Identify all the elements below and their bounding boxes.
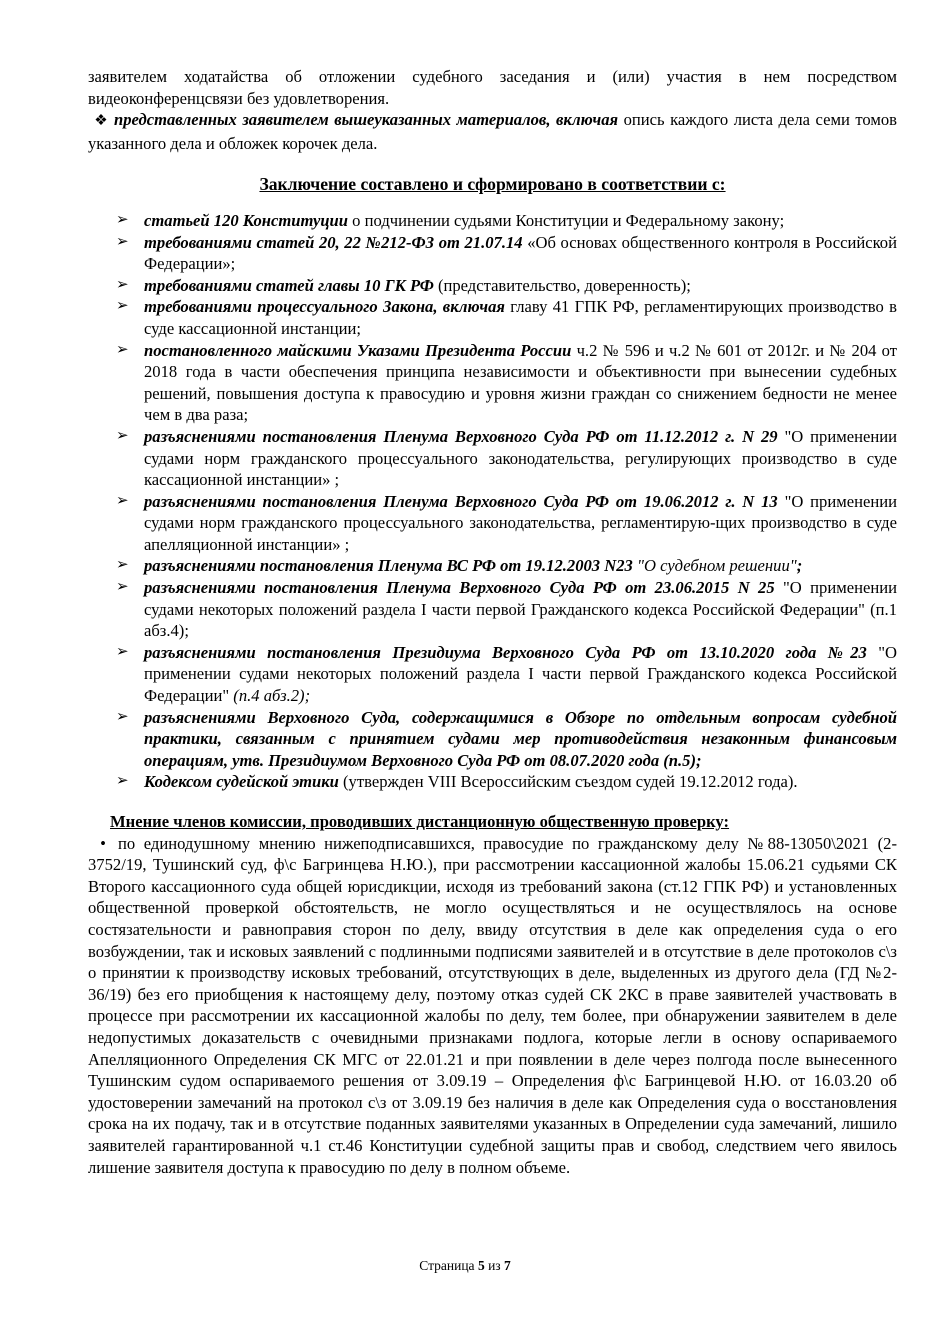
arrow-bullet-icon: ➢ [116, 579, 129, 596]
arrow-bullet-icon: ➢ [116, 557, 129, 574]
basis-list-item [116, 491, 897, 556]
opinion-text: по единодушному мнению нижеподписавшихся, правосудие по гражданскому делу №88-13050\2021 (2-3752/19, Тушинский суд, ф\с Багринцева Н.Ю.), при рассмотрении кассационной жалобы 15.06.21 судьями СК Второго кассационного суда общей юрисдикции, исходя из требований закона (ст.12 ГПК РФ) и установленных общественной проверкой обстоятельств, не могло осуществляться и не осуществлялось на основе состязательности и равноправия сторон по делу, ввиду отсутствия в деле как определения суда о его возбуждении, так и исковых заявлений с подлинными подписями заявителей и в отсутствие в деле протоколов с\з о принятии к производству исковых требований, отсутствующих в деле, выделенных из другого дела (ГД №2-36/19) без его приобщения к настоящему делу, поэтому отказ судей СК 2КС в праве заявителей участвовать в процессе при рассмотрении их кассационной жалобы по делу, тем более, при обнаружении заявителем в деле недопустимых доказательств с очевидными признаками подлога, которые легли в основу оспариваемого Апелляционного Определения СК МГС от 22.01.21 и при появлении в деле через полгода после вынесенного Тушинским судом оспариваемого решения от 3.09.19 – Определения ф\с Багринцевой Н.Ю. от 16.03.20 об удостоверении замечаний на протокол с\з от 3.09.19 без наличия в деле как Определения суда о восстановления срока на их подачу, так и в отсутствие поданных заявителями указанных в Определении суда замечаний, лишило заявителей гарантированной ч.1 ст.46 Конституции судебной защиты прав и свобод, следствием чего явилось лишение заявителя доступа к правосудию по делу в полном объеме. [88, 833, 897, 1177]
basis-list-item [116, 210, 897, 232]
diamond-bullet-icon: ❖ [94, 113, 108, 130]
basis-list-item [116, 275, 897, 297]
arrow-bullet-icon: ➢ [116, 643, 129, 660]
basis-item-bold: разъяснениями Верховного Суда, содержащимися в Обзоре по отдельным вопросам судебной практики, связанным с принятием судами мер противодействия незаконным финансовым операциям, утв. Президиумом Верховного Суда РФ от 08.07.2020 года (п.5); [144, 707, 897, 770]
basis-list-item [116, 232, 897, 275]
intro-item-bold: представленных заявителем вышеуказанных материалов, включая [114, 110, 619, 130]
basis-item-italic: (п.4 абз.2); [229, 686, 311, 706]
basis-item-bold: статьей 120 Конституции [144, 210, 349, 230]
conclusion-heading: Заключение составлено и сформировано в соответствии с: [259, 174, 726, 195]
page-footer [0, 1258, 930, 1274]
bullet-icon: • [100, 833, 106, 853]
basis-item-tail: ; [796, 556, 803, 576]
basis-item-bold: Кодексом судейской этики [144, 772, 339, 792]
basis-item-bold: разъяснениями постановления Пленума ВС РФ от 19.12.2003 N23 [144, 556, 633, 576]
basis-item-text: "О применении судами некоторых положений раздела I части первой Гражданского кодекса Российской Федерации" (п.1 абз.4); [144, 578, 897, 641]
document-page [88, 66, 897, 1178]
arrow-bullet-icon: ➢ [116, 708, 129, 725]
arrow-bullet-icon: ➢ [116, 773, 129, 790]
basis-item-bold: разъяснениями постановления Пленума Верховного Суда РФ от 19.06.2012 г. N 13 [144, 491, 778, 511]
basis-list-item [116, 577, 897, 642]
footer-of: из [488, 1258, 501, 1273]
basis-item-text: (утвержден VIII Всероссийским съездом судей 19.12.2012 года). [338, 772, 798, 792]
basis-list [88, 210, 897, 793]
basis-item-bold: разъяснениями постановления Пленума Верховного Суда РФ от 11.12.2012 г. N 29 [144, 426, 778, 446]
arrow-bullet-icon: ➢ [116, 211, 129, 228]
arrow-bullet-icon: ➢ [116, 341, 129, 358]
basis-item-text: "О применении судами норм гражданского процессуального законодательства, регулирующих производство в суде кассационной инстанции» ; [144, 426, 897, 490]
basis-list-item [116, 771, 897, 793]
arrow-bullet-icon: ➢ [116, 492, 129, 509]
basis-item-bold: разъяснениями постановления Президиума Верховного Суда РФ от 13.10.2020 года №23 [144, 642, 867, 662]
arrow-bullet-icon: ➢ [116, 276, 129, 293]
footer-page-number: 5 [477, 1258, 485, 1273]
basis-item-bold: требованиями статей 20, 22 №212-ФЗ от 21.07.14 [144, 232, 523, 252]
basis-item-bold: требованиями статей главы 10 ГК РФ [144, 275, 434, 295]
basis-item-text: ч.2 № 596 и ч.2 № 601 от 2012г. и № 204 от 2018 года в части обеспечения принципа независимости и объективности при вынесении судебных решений, повышения доступа к правосудию и уровня жизни граждан со снижением бедности не менее чем в два раза; [144, 340, 898, 425]
basis-list-item [116, 340, 897, 426]
intro-item [88, 109, 897, 154]
basis-list-item [116, 296, 897, 339]
basis-item-text: "О применении судами норм гражданского процессуального законодательства, регламентирую-щих производство в суде апелляционной инстанции» ; [144, 491, 897, 554]
opinion-heading: Мнение членов комиссии, проводивших дистанционную общественную проверку: [110, 812, 730, 831]
footer-page-total: 7 [504, 1258, 511, 1273]
basis-item-text: главу 41 ГПК РФ, регламентирующих производство в суде кассационной инстанции; [144, 297, 897, 338]
intro-item-text: опись каждого листа дела семи томов указанного дела и обложек корочек дела. [88, 110, 897, 153]
basis-item-bold: требованиями процессуального Закона, включая [144, 297, 505, 317]
footer-label: Страница [419, 1258, 475, 1273]
basis-item-text: (представительство, доверенность); [433, 275, 691, 295]
basis-item-text: "О применении судами некоторых положений раздела I части первой Гражданского кодекса Российской Федерации" [144, 642, 897, 706]
opinion-paragraph [88, 833, 897, 1179]
arrow-bullet-icon: ➢ [116, 233, 129, 250]
basis-list-item [116, 642, 897, 707]
arrow-bullet-icon: ➢ [116, 298, 129, 315]
basis-item-italic: "О судебном решении" [632, 556, 797, 576]
intro-paragraph: заявителем ходатайства об отложении судебного заседания и (или) участия в нем посредством видеоконференцсвязи без удовлетворения. [88, 67, 897, 108]
basis-item-bold: разъяснениями постановления Пленума Верховного Суда РФ от 23.06.2015 N 25 [144, 578, 775, 598]
basis-list-item [116, 555, 897, 577]
basis-item-text: о подчинении судьями Конституции и Федеральному закону; [348, 210, 785, 230]
basis-list-item [116, 707, 897, 772]
basis-item-text: «Об основах общественного контроля в Российской Федерации»; [144, 232, 897, 274]
arrow-bullet-icon: ➢ [116, 427, 129, 444]
basis-list-item [116, 426, 897, 491]
basis-item-bold: постановленного майскими Указами Президента России [144, 340, 572, 360]
